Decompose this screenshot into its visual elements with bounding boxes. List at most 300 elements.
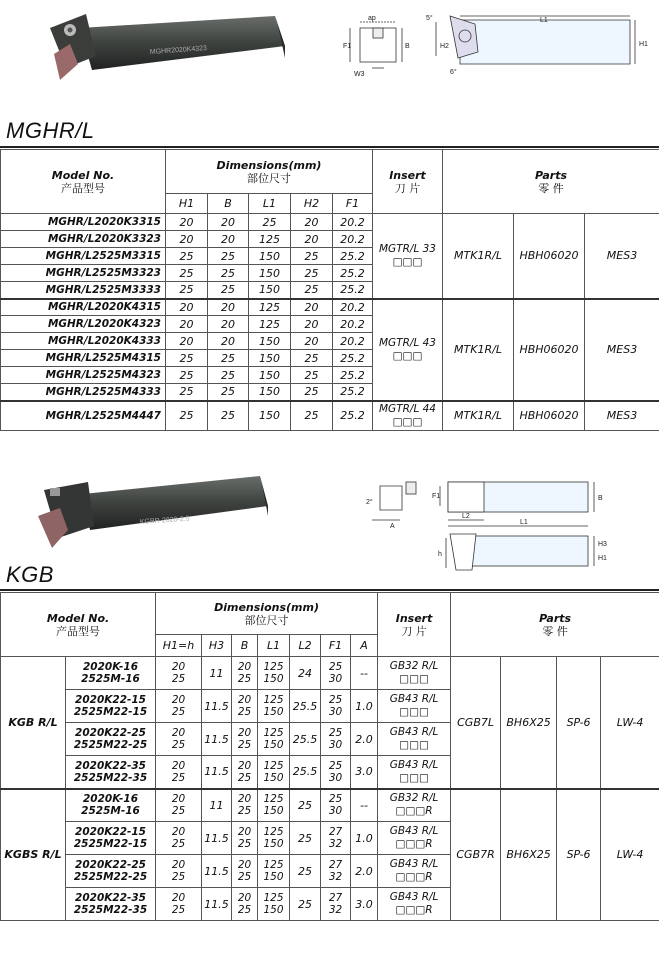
kgb-a-cell: -- bbox=[351, 789, 378, 822]
kgb-h3-cell: 11.5 bbox=[202, 723, 232, 756]
kgb-f1-value: 25 bbox=[328, 793, 343, 806]
mghr-l1-cell: 125 bbox=[249, 316, 291, 333]
kgb-l1-value: 150 bbox=[263, 805, 284, 818]
kgb-label-f1: F1 bbox=[432, 493, 441, 500]
mghr-col-b: B bbox=[208, 194, 249, 214]
mghr-b-cell: 20 bbox=[208, 299, 249, 316]
kgb-insert-code: GB43 R/L bbox=[389, 726, 439, 738]
kgb-b-cell bbox=[232, 789, 258, 822]
kgb-h3-cell: 11 bbox=[202, 657, 232, 690]
kgb-model-line: 2525M22-15 bbox=[73, 838, 148, 850]
kgb-part-b-cell: BH6X25 bbox=[501, 657, 557, 789]
mghr-insert-cell bbox=[373, 299, 443, 401]
kgb-l1-value: 150 bbox=[263, 904, 284, 916]
kgb-model-line: 2020K22-15 bbox=[75, 694, 146, 706]
mghr-b-cell: 20 bbox=[208, 231, 249, 248]
kgb-b-value: 20 bbox=[237, 661, 252, 673]
kgb-h-value: 25 bbox=[171, 673, 186, 685]
kgb-col-l1: L1 bbox=[258, 635, 290, 657]
mghr-h1-cell: 20 bbox=[166, 214, 208, 231]
mghr-b-cell: 25 bbox=[208, 401, 249, 431]
kgb-insert-code: GB43 R/L bbox=[389, 825, 439, 837]
mghr-h2-cell: 20 bbox=[291, 214, 333, 231]
kgb-b-value: 20 bbox=[237, 826, 252, 838]
kgb-l2-cell: 25.5 bbox=[290, 756, 321, 789]
kgb-h-value: 20 bbox=[171, 694, 186, 706]
mghr-h1-cell: 25 bbox=[166, 350, 208, 367]
mghr-part-b-cell: HBH06020 bbox=[514, 401, 585, 431]
kgb-l1-value: 125 bbox=[263, 727, 284, 739]
mghr-f1-cell: 20.2 bbox=[333, 333, 373, 350]
mghr-h1-cell: 20 bbox=[166, 231, 208, 248]
mghr-insert-cell bbox=[373, 214, 443, 299]
kgb-insert-header bbox=[378, 593, 451, 657]
kgb-insert-cell bbox=[378, 855, 451, 888]
kgb-model-cell bbox=[66, 888, 156, 921]
kgb-a-cell: 1.0 bbox=[351, 690, 378, 723]
kgb-l2-cell: 25 bbox=[290, 822, 321, 855]
mghr-label-l1: L1 bbox=[540, 17, 548, 24]
mghr-dims-header bbox=[166, 150, 373, 194]
kgb-b-value: 25 bbox=[237, 706, 252, 718]
mghr-spec-table bbox=[0, 149, 659, 431]
kgb-col-f1: F1 bbox=[321, 635, 351, 657]
mghr-b-cell: 20 bbox=[208, 316, 249, 333]
kgb-h-cell bbox=[156, 822, 202, 855]
kgb-h-value: 25 bbox=[171, 805, 186, 818]
kgb-part-a-cell: CGB7R bbox=[451, 789, 501, 921]
kgb-model-line: 2525M22-35 bbox=[73, 904, 148, 916]
kgb-b-value: 25 bbox=[237, 673, 252, 685]
kgb-tool-photo bbox=[28, 468, 278, 558]
kgb-l1-value: 125 bbox=[263, 661, 284, 673]
kgb-insert-code: GB43 R/L bbox=[389, 758, 439, 771]
kgb-insert-boxes: □□□ bbox=[399, 739, 429, 751]
kgb-h3-cell: 11 bbox=[202, 789, 232, 822]
mghr-h1-cell: 25 bbox=[166, 265, 208, 282]
kgb-part-c-cell: SP-6 bbox=[557, 789, 601, 921]
kgb-f1-cell bbox=[321, 855, 351, 888]
kgb-b-cell bbox=[232, 855, 258, 888]
mghr-model-cell: MGHR/L2525M4315 bbox=[1, 350, 166, 367]
kgb-h-cell bbox=[156, 657, 202, 690]
kgb-b-value: 20 bbox=[237, 694, 252, 706]
mghr-label-w3: W3 bbox=[354, 71, 365, 78]
kgb-h-value: 20 bbox=[171, 727, 186, 739]
kgb-l1-value: 150 bbox=[263, 838, 284, 850]
kgb-h-value: 20 bbox=[171, 661, 186, 673]
mghr-dims-cn: 部位尺寸 bbox=[247, 171, 291, 185]
kgb-label-l1: L1 bbox=[520, 519, 528, 526]
kgb-insert-cn: 刀 片 bbox=[401, 624, 427, 638]
kgb-col-h3: H3 bbox=[202, 635, 232, 657]
kgb-f1-value: 32 bbox=[328, 904, 343, 916]
mghr-model-cell: MGHR/L2020K4315 bbox=[1, 299, 166, 316]
kgb-label-b: B bbox=[598, 495, 603, 502]
kgb-f1-value: 25 bbox=[328, 727, 343, 739]
kgb-insert-cell bbox=[378, 822, 451, 855]
kgb-insert-cell bbox=[378, 756, 451, 789]
kgb-l2-cell: 25 bbox=[290, 855, 321, 888]
kgb-b-value: 25 bbox=[237, 838, 252, 850]
kgb-l1-cell bbox=[258, 855, 290, 888]
kgb-b-cell bbox=[232, 657, 258, 690]
mghr-h2-cell: 25 bbox=[291, 265, 333, 282]
mghr-photo-marking: MGHR2020K4323 bbox=[149, 45, 208, 56]
kgb-f1-cell bbox=[321, 789, 351, 822]
kgb-h-value: 20 bbox=[171, 859, 186, 871]
mghr-table-row bbox=[1, 299, 659, 316]
mghr-model-cell: MGHR/L2525M4323 bbox=[1, 367, 166, 384]
mghr-insert-boxes: □□□ bbox=[392, 415, 423, 428]
kgb-b-value: 20 bbox=[237, 859, 252, 871]
kgb-insert-boxes: □□□R bbox=[395, 838, 433, 850]
mghr-l1-cell: 150 bbox=[249, 401, 291, 431]
kgb-b-cell bbox=[232, 723, 258, 756]
kgb-b-value: 25 bbox=[237, 805, 252, 818]
mghr-part-b-cell: HBH06020 bbox=[514, 214, 585, 299]
kgb-f1-value: 25 bbox=[328, 759, 343, 772]
kgb-f1-value: 30 bbox=[328, 739, 343, 751]
kgb-model-cell bbox=[66, 657, 156, 690]
kgb-model-line: 2525M22-25 bbox=[73, 739, 148, 751]
mghr-f1-cell: 25.2 bbox=[333, 265, 373, 282]
kgb-b-cell bbox=[232, 756, 258, 789]
kgb-l1-value: 125 bbox=[263, 826, 284, 838]
mghr-label-5deg: 5° bbox=[426, 15, 433, 22]
kgb-f1-value: 30 bbox=[328, 673, 343, 685]
kgb-l2-cell: 25.5 bbox=[290, 723, 321, 756]
mghr-f1-cell: 20.2 bbox=[333, 214, 373, 231]
kgb-model-line: 2525M22-35 bbox=[73, 771, 148, 784]
kgb-f1-value: 27 bbox=[328, 859, 343, 871]
kgb-l2-cell: 24 bbox=[290, 657, 321, 690]
kgb-h-value: 25 bbox=[171, 904, 186, 916]
kgb-f1-value: 32 bbox=[328, 871, 343, 883]
mghr-f1-cell: 20.2 bbox=[333, 299, 373, 316]
kgb-model-line: 2020K22-35 bbox=[75, 892, 146, 904]
kgb-model-header bbox=[1, 593, 156, 657]
mghr-h1-cell: 25 bbox=[166, 367, 208, 384]
kgb-a-cell: 3.0 bbox=[351, 888, 378, 921]
kgb-a-cell: 2.0 bbox=[351, 723, 378, 756]
mghr-model-cell: MGHR/L2020K4333 bbox=[1, 333, 166, 350]
kgb-col-h: H1=h bbox=[156, 635, 202, 657]
mghr-model-cell: MGHR/L2525M3315 bbox=[1, 248, 166, 265]
mghr-h2-cell: 25 bbox=[291, 367, 333, 384]
kgb-insert-en: Insert bbox=[395, 611, 433, 625]
kgb-parts-header bbox=[451, 593, 659, 657]
kgb-f1-value: 30 bbox=[328, 771, 343, 784]
kgb-parts-cn: 零 件 bbox=[542, 624, 568, 638]
kgb-model-line: 2525M22-15 bbox=[73, 706, 148, 718]
kgb-h-value: 20 bbox=[171, 759, 186, 772]
kgb-h-cell bbox=[156, 756, 202, 789]
mghr-l1-cell: 150 bbox=[249, 384, 291, 401]
mghr-model-header bbox=[1, 150, 166, 214]
mghr-label-h1: H1 bbox=[639, 41, 648, 48]
kgb-h-cell bbox=[156, 855, 202, 888]
mghr-h1-cell: 25 bbox=[166, 282, 208, 299]
kgb-l1-cell bbox=[258, 657, 290, 690]
mghr-h2-cell: 20 bbox=[291, 231, 333, 248]
mghr-model-cell: MGHR/L2020K4323 bbox=[1, 316, 166, 333]
kgb-section-title: KGB bbox=[6, 562, 54, 587]
kgb-l1-cell bbox=[258, 888, 290, 921]
kgb-insert-boxes: □□□R bbox=[395, 871, 433, 883]
mghr-part-c-cell: MES3 bbox=[585, 214, 659, 299]
kgb-model-cell bbox=[66, 789, 156, 822]
mghr-col-h2: H2 bbox=[291, 194, 333, 214]
kgb-parts-en: Parts bbox=[539, 611, 572, 625]
kgb-model-line: 2525M-16 bbox=[81, 805, 140, 818]
kgb-b-cell bbox=[232, 690, 258, 723]
kgb-model-cell bbox=[66, 822, 156, 855]
kgb-l2-cell: 25.5 bbox=[290, 690, 321, 723]
kgb-insert-boxes: □□□ bbox=[399, 771, 429, 784]
kgb-part-d-cell: LW-4 bbox=[601, 789, 659, 921]
mghr-h1-cell: 20 bbox=[166, 316, 208, 333]
kgb-h3-cell: 11.5 bbox=[202, 822, 232, 855]
kgb-l1-cell bbox=[258, 723, 290, 756]
kgb-f1-cell bbox=[321, 756, 351, 789]
kgb-h-value: 25 bbox=[171, 771, 186, 784]
kgb-f1-value: 27 bbox=[328, 892, 343, 904]
kgb-l1-value: 125 bbox=[263, 859, 284, 871]
mghr-insert-cn: 刀 片 bbox=[394, 181, 421, 195]
kgb-f1-value: 25 bbox=[328, 661, 343, 673]
mghr-insert-code: MGTR/L 43 bbox=[379, 336, 436, 349]
mghr-f1-cell: 25.2 bbox=[333, 248, 373, 265]
kgb-technical-drawing bbox=[360, 476, 650, 582]
mghr-part-a-cell: MTK1R/L bbox=[443, 299, 514, 401]
mghr-l1-cell: 125 bbox=[249, 231, 291, 248]
kgb-b-value: 20 bbox=[237, 759, 252, 772]
mghr-table-row bbox=[1, 401, 659, 431]
kgb-insert-boxes: □□□R bbox=[395, 805, 433, 818]
kgb-b-value: 25 bbox=[237, 739, 252, 751]
kgb-group-name: KGBS R/L bbox=[1, 789, 66, 921]
kgb-col-b: B bbox=[232, 635, 258, 657]
kgb-h-cell bbox=[156, 723, 202, 756]
mghr-insert-code: MGTR/L 33 bbox=[379, 242, 436, 255]
kgb-f1-value: 32 bbox=[328, 838, 343, 850]
kgb-model-line: 2525M-16 bbox=[81, 673, 140, 685]
mghr-model-cn: 产品型号 bbox=[61, 181, 105, 195]
kgb-f1-cell bbox=[321, 822, 351, 855]
mghr-h2-cell: 20 bbox=[291, 299, 333, 316]
mghr-l1-cell: 150 bbox=[249, 350, 291, 367]
kgb-f1-value: 25 bbox=[328, 694, 343, 706]
mghr-label-f1: F1 bbox=[343, 43, 352, 50]
mghr-h2-cell: 20 bbox=[291, 316, 333, 333]
mghr-part-a-cell: MTK1R/L bbox=[443, 214, 514, 299]
kgb-insert-cell bbox=[378, 888, 451, 921]
kgb-l1-value: 150 bbox=[263, 739, 284, 751]
mghr-parts-header bbox=[443, 150, 659, 214]
mghr-b-cell: 20 bbox=[208, 214, 249, 231]
kgb-model-en: Model No. bbox=[46, 611, 110, 625]
kgb-a-cell: 2.0 bbox=[351, 855, 378, 888]
mghr-label-6deg: 6° bbox=[450, 69, 457, 76]
kgb-h-cell bbox=[156, 789, 202, 822]
mghr-part-a-cell: MTK1R/L bbox=[443, 401, 514, 431]
kgb-l1-cell bbox=[258, 822, 290, 855]
kgb-insert-code: GB43 R/L bbox=[389, 891, 439, 903]
mghr-b-cell: 25 bbox=[208, 367, 249, 384]
mghr-h2-cell: 25 bbox=[291, 384, 333, 401]
kgb-f1-cell bbox=[321, 723, 351, 756]
kgb-insert-boxes: □□□R bbox=[395, 904, 433, 916]
mghr-technical-drawing bbox=[330, 12, 650, 84]
mghr-l1-cell: 125 bbox=[249, 299, 291, 316]
kgb-l1-value: 125 bbox=[263, 793, 284, 806]
kgb-label-h: h bbox=[438, 551, 442, 558]
mghr-parts-en: Parts bbox=[534, 168, 567, 182]
mghr-l1-cell: 150 bbox=[249, 282, 291, 299]
mghr-h2-cell: 25 bbox=[291, 350, 333, 367]
kgb-insert-cell bbox=[378, 657, 451, 690]
kgb-part-b-cell: BH6X25 bbox=[501, 789, 557, 921]
kgb-model-line: 2525M22-25 bbox=[73, 871, 148, 883]
mghr-h1-cell: 25 bbox=[166, 384, 208, 401]
mghr-b-cell: 25 bbox=[208, 265, 249, 282]
mghr-b-cell: 25 bbox=[208, 350, 249, 367]
kgb-b-value: 25 bbox=[237, 871, 252, 883]
mghr-model-cell: MGHR/L2525M3333 bbox=[1, 282, 166, 299]
mghr-l1-cell: 150 bbox=[249, 248, 291, 265]
mghr-table-row bbox=[1, 214, 659, 231]
kgb-insert-cell bbox=[378, 723, 451, 756]
kgb-h-value: 25 bbox=[171, 706, 186, 718]
mghr-model-en: Model No. bbox=[51, 168, 115, 182]
kgb-f1-cell bbox=[321, 657, 351, 690]
kgb-title-rule bbox=[0, 589, 659, 591]
kgb-l1-cell bbox=[258, 789, 290, 822]
kgb-part-d-cell: LW-4 bbox=[601, 657, 659, 789]
kgb-model-line: 2020K22-25 bbox=[75, 859, 146, 871]
mghr-f1-cell: 25.2 bbox=[333, 384, 373, 401]
kgb-a-cell: 1.0 bbox=[351, 822, 378, 855]
mghr-b-cell: 25 bbox=[208, 384, 249, 401]
kgb-h-cell bbox=[156, 690, 202, 723]
mghr-insert-boxes: □□□ bbox=[392, 349, 423, 362]
mghr-l1-cell: 150 bbox=[249, 367, 291, 384]
kgb-f1-value: 30 bbox=[328, 805, 343, 818]
kgb-table-row bbox=[1, 789, 659, 822]
kgb-l1-value: 150 bbox=[263, 771, 284, 784]
kgb-h-value: 20 bbox=[171, 892, 186, 904]
mghr-model-cell: MGHR/L2525M4333 bbox=[1, 384, 166, 401]
mghr-section-title: MGHR/L bbox=[6, 118, 95, 143]
kgb-h-value: 20 bbox=[171, 793, 186, 806]
mghr-h2-cell: 25 bbox=[291, 401, 333, 431]
kgb-f1-value: 30 bbox=[328, 706, 343, 718]
mghr-h1-cell: 20 bbox=[166, 299, 208, 316]
mghr-insert-code: MGTR/L 44 bbox=[379, 402, 436, 415]
mghr-insert-header bbox=[373, 150, 443, 214]
kgb-label-l2: L2 bbox=[462, 513, 470, 520]
mghr-dims-en: Dimensions(mm) bbox=[216, 158, 322, 172]
mghr-label-ap: ap bbox=[368, 15, 376, 22]
mghr-part-b-cell: HBH06020 bbox=[514, 299, 585, 401]
mghr-h2-cell: 25 bbox=[291, 282, 333, 299]
kgb-f1-value: 27 bbox=[328, 826, 343, 838]
kgb-part-c-cell: SP-6 bbox=[557, 657, 601, 789]
mghr-f1-cell: 20.2 bbox=[333, 316, 373, 333]
kgb-photo-marking: KGBR-2020-2.5 bbox=[139, 515, 190, 526]
kgb-label-h3: H3 bbox=[598, 541, 607, 548]
mghr-h1-cell: 25 bbox=[166, 401, 208, 431]
kgb-h-value: 20 bbox=[171, 826, 186, 838]
kgb-h-cell bbox=[156, 888, 202, 921]
kgb-l1-value: 125 bbox=[263, 892, 284, 904]
kgb-model-cell bbox=[66, 723, 156, 756]
kgb-insert-code: GB32 R/L bbox=[389, 792, 439, 805]
kgb-a-cell: 3.0 bbox=[351, 756, 378, 789]
kgb-l1-value: 125 bbox=[263, 759, 284, 772]
mghr-model-cell: MGHR/L2525M3323 bbox=[1, 265, 166, 282]
kgb-b-value: 25 bbox=[237, 771, 252, 784]
kgb-model-cell bbox=[66, 756, 156, 789]
mghr-insert-boxes: □□□ bbox=[392, 255, 423, 268]
kgb-l1-cell bbox=[258, 690, 290, 723]
kgb-model-line: 2020K22-35 bbox=[75, 759, 146, 772]
kgb-model-cn: 产品型号 bbox=[56, 624, 100, 638]
mghr-f1-cell: 25.2 bbox=[333, 350, 373, 367]
mghr-f1-cell: 25.2 bbox=[333, 367, 373, 384]
kgb-h-value: 25 bbox=[171, 871, 186, 883]
kgb-insert-code: GB43 R/L bbox=[389, 693, 439, 705]
kgb-b-value: 25 bbox=[237, 904, 252, 916]
kgb-label-2deg: 2° bbox=[366, 499, 373, 506]
mghr-l1-cell: 150 bbox=[249, 333, 291, 350]
mghr-part-c-cell: MES3 bbox=[585, 299, 659, 401]
kgb-l1-value: 125 bbox=[263, 694, 284, 706]
mghr-f1-cell: 25.2 bbox=[333, 282, 373, 299]
mghr-tool-photo bbox=[40, 8, 290, 88]
kgb-l2-cell: 25 bbox=[290, 888, 321, 921]
mghr-col-h1: H1 bbox=[166, 194, 208, 214]
kgb-f1-cell bbox=[321, 690, 351, 723]
kgb-col-l2: L2 bbox=[290, 635, 321, 657]
mghr-model-cell: MGHR/L2020K3315 bbox=[1, 214, 166, 231]
kgb-b-value: 20 bbox=[237, 727, 252, 739]
mghr-parts-cn: 零 件 bbox=[538, 181, 564, 195]
kgb-h-value: 25 bbox=[171, 838, 186, 850]
mghr-label-b: B bbox=[405, 43, 410, 50]
kgb-group-name: KGB R/L bbox=[1, 657, 66, 789]
mghr-h1-cell: 25 bbox=[166, 248, 208, 265]
mghr-b-cell: 25 bbox=[208, 282, 249, 299]
mghr-f1-cell: 20.2 bbox=[333, 231, 373, 248]
kgb-h3-cell: 11.5 bbox=[202, 855, 232, 888]
mghr-label-h2: H2 bbox=[440, 43, 449, 50]
kgb-insert-code: GB43 R/L bbox=[389, 858, 439, 870]
kgb-b-value: 20 bbox=[237, 793, 252, 806]
kgb-insert-boxes: □□□ bbox=[399, 706, 429, 718]
kgb-l2-cell: 25 bbox=[290, 789, 321, 822]
kgb-h3-cell: 11.5 bbox=[202, 690, 232, 723]
kgb-col-a: A bbox=[351, 635, 378, 657]
kgb-model-line: 2020K-16 bbox=[82, 661, 139, 673]
mghr-f1-cell: 25.2 bbox=[333, 401, 373, 431]
kgb-table-row bbox=[1, 657, 659, 690]
kgb-b-cell bbox=[232, 888, 258, 921]
kgb-f1-cell bbox=[321, 888, 351, 921]
kgb-part-a-cell: CGB7L bbox=[451, 657, 501, 789]
kgb-l1-value: 150 bbox=[263, 673, 284, 685]
